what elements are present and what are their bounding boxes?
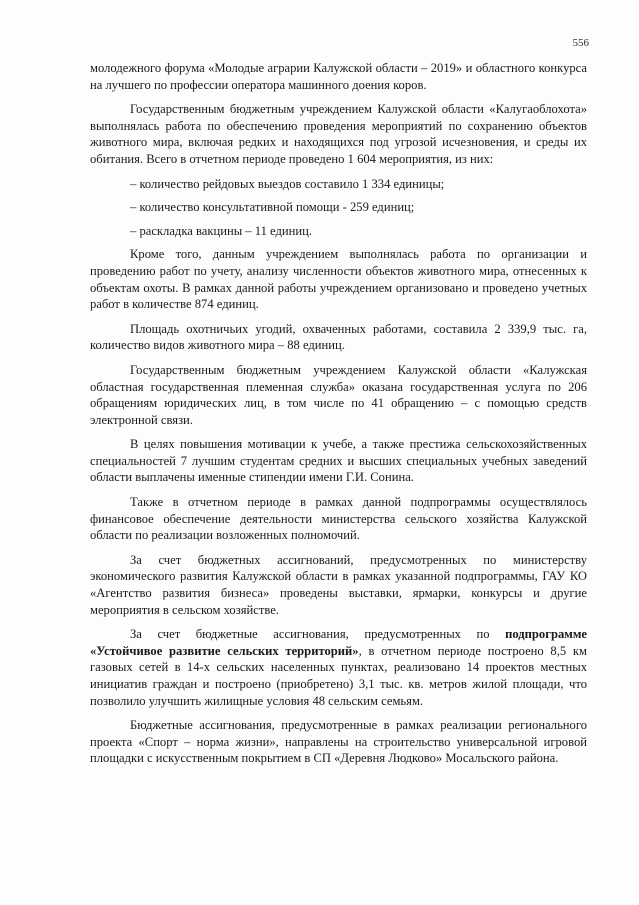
paragraph-5: Государственным бюджетным учреждением Калужской области «Калужская областная государственная племенная служба» оказана государственная услуга по 206 обращениям юридических лиц, в том числе по 41 обращению – с помощью средств электронной связи. xyxy=(90,362,587,427)
paragraph-1: молодежного форума «Молодые аграрии Калужской области – 2019» и областного конкурса на лучшего по профессии оператора машинного доения коров. xyxy=(90,61,587,92)
page-number: 556 xyxy=(572,37,589,49)
paragraph-7: Также в отчетном периоде в рамках данной подпрограммы осуществлялось финансовое обеспечение деятельности министерства сельского хозяйства Калужской области по реализации возложенных полномочий. xyxy=(90,495,587,543)
paragraph-6: В целях повышения мотивации к учебе, а также престижа сельскохозяйственных специальностей 7 лучшим студентам средних и высших специальных учебных заведений области выплачены именные стипендии имени Г.И. Сонина. xyxy=(90,437,587,485)
paragraph-8: За счет бюджетных ассигнований, предусмотренных по министерству экономического развития Калужской области в рамках указанной подпрограммы, ГАУ КО «Агентство развития бизнеса» проведены выставки, ярмарки, конкурсы и другие мероприятия в сельском хозяйстве. xyxy=(90,552,587,617)
document-body xyxy=(90,60,587,775)
event-list xyxy=(90,176,587,240)
paragraph-4: Площадь охотничьих угодий, охваченных работами, составила 2 339,9 тыс. га, количество видов животного мира – 88 единиц. xyxy=(90,321,587,353)
paragraph-9-end: , в отчетном периоде построено 8,5 км газовых сетей в 14-х сельских населенных пунктах, реализовано 14 проектов местных инициатив граждан и построено (приобретено) 3,1 тыс. кв. метров жилой площади, что позволило улучшить жилищные условия 48 сельским семьям. xyxy=(90,643,587,708)
paragraph-10: Бюджетные ассигнования, предусмотренные в рамках реализации регионального проекта «Спорт – норма жизни», направлены на строительство универсальной игровой площадки с искусственным покрытием в СП «Деревня Людково» Мосальского района. xyxy=(90,718,587,766)
paragraph-9 xyxy=(90,626,587,709)
list-item: – количество консультативной помощи - 259 единиц; xyxy=(130,200,415,215)
paragraph-3: Кроме того, данным учреждением выполнялась работа по организации и проведению работ по учету, анализу численности объектов животного мира, отнесенных к объектам охоты. В рамках данной работы учреждением организовано и проведено учетных работ в количестве 874 единиц. xyxy=(90,247,587,312)
list-item: – раскладка вакцины – 11 единиц. xyxy=(130,223,312,238)
paragraph-9-start: За счет бюджетные ассигнования, предусмотренных по xyxy=(130,627,506,642)
paragraph-2: Государственным бюджетным учреждением Калужской области «Калугаоблохота» выполнялась работа по обеспечению проведения мероприятий по сохранению объектов животного мира, включая редких и находящихся под угрозой исчезновения, и среды их обитания. Всего в отчетном периоде проведено 1 604 мероприятия, из них: xyxy=(90,102,587,166)
subprogram-name: подпрограмме «Устойчивое развитие сельских территорий» xyxy=(90,627,587,658)
list-item: – количество рейдовых выездов составило 1 334 единицы; xyxy=(130,176,445,191)
